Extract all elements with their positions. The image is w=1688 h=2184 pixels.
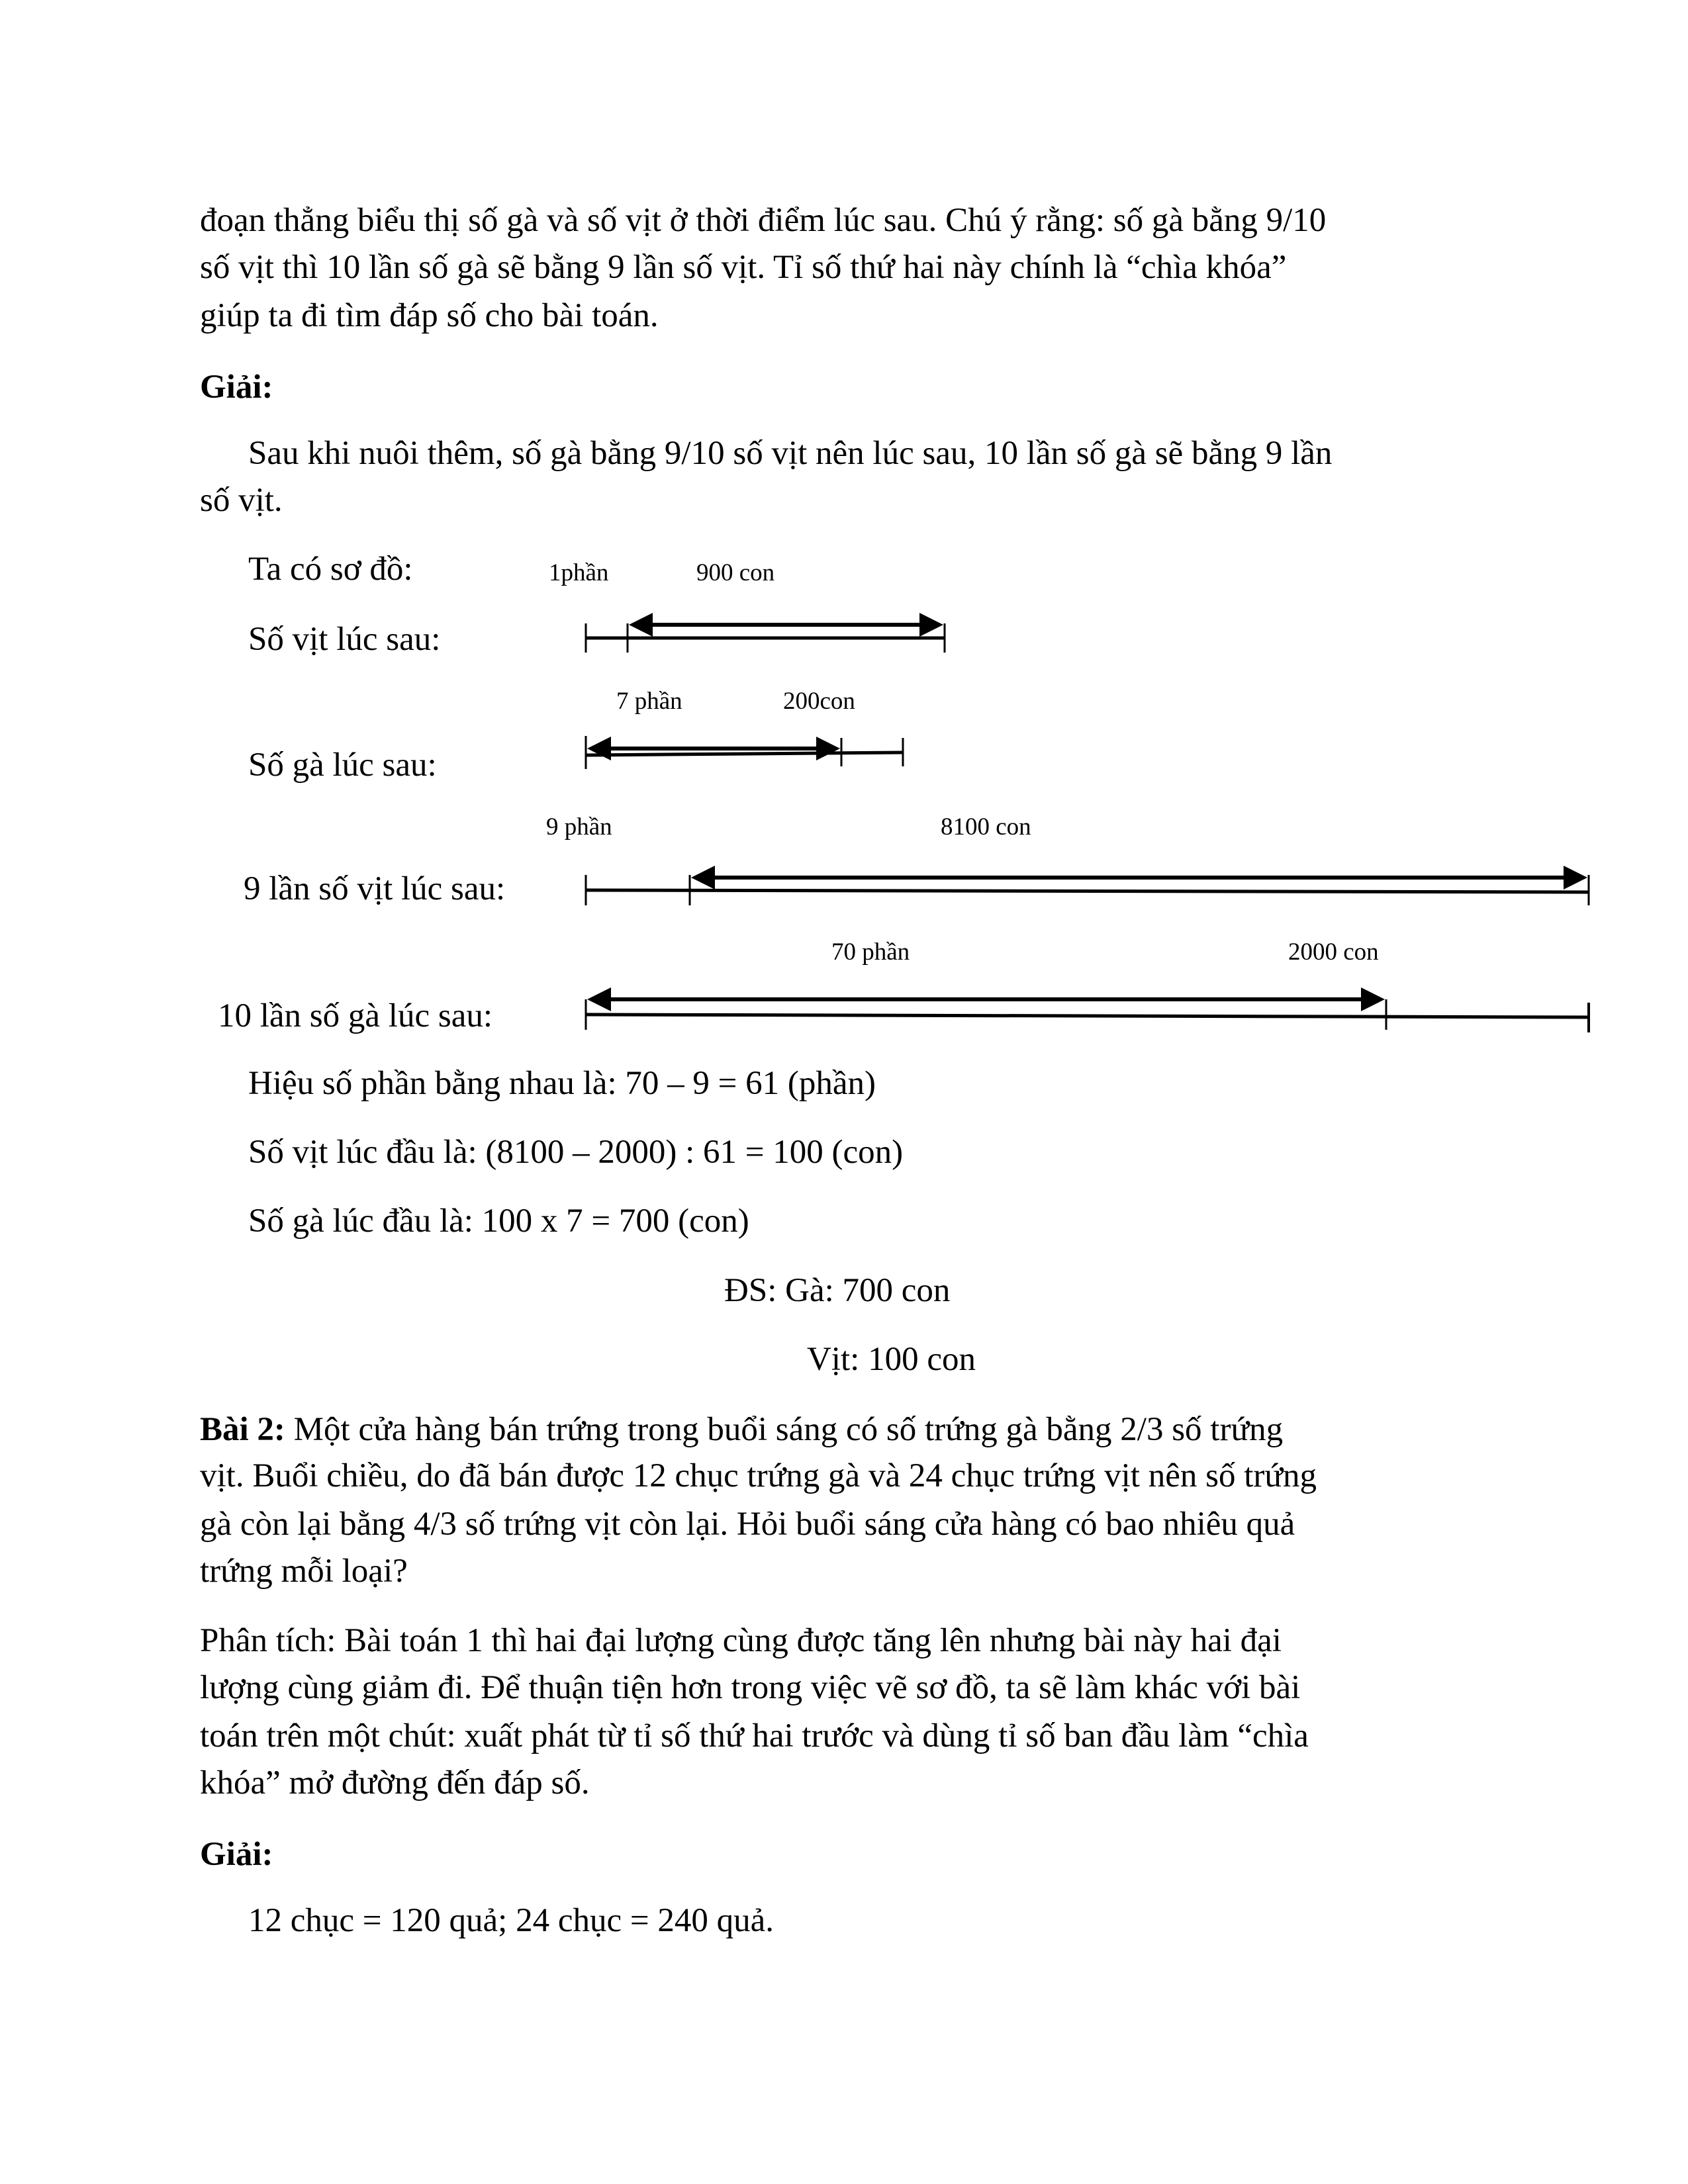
diagram-row-label: 9 lần số vịt lúc sau: xyxy=(244,870,506,907)
diagram-part-label: 1phần xyxy=(549,559,609,586)
diagram-intro: Ta có sơ đồ: xyxy=(248,551,413,588)
diagram-row-label: Số gà lúc sau: xyxy=(248,747,437,784)
paragraph-line: khóa” mở đường đến đáp số. xyxy=(200,1764,590,1801)
paragraph-line: số vịt thì 10 lần số gà sẽ bằng 9 lần số vịt. Tỉ số thứ hai này chính là “chìa khóa” xyxy=(200,249,1287,286)
problem2-statement xyxy=(200,1406,1283,1453)
paragraph-line: Một cửa hàng bán trứng trong buổi sáng có số trứng gà bằng 2/3 số trứng xyxy=(285,1411,1284,1448)
paragraph-line: đoạn thẳng biểu thị số gà và số vịt ở thời điểm lúc sau. Chú ý rằng: số gà bằng 9/10 xyxy=(200,202,1327,239)
paragraph-line: Phân tích: Bài toán 1 thì hai đại lượng cùng được tăng lên nhưng bài này hai đại xyxy=(200,1622,1282,1659)
segment-line xyxy=(586,890,1589,892)
paragraph-line: giúp ta đi tìm đáp số cho bài toán. xyxy=(200,297,659,334)
paragraph-line: lượng cùng giảm đi. Để thuận tiện hơn trong việc vẽ sơ đồ, ta sẽ làm khác với bài xyxy=(200,1669,1301,1706)
solution-step: 12 chục = 120 quả; 24 chục = 240 quả. xyxy=(248,1902,774,1939)
diagram-value-label: 200con xyxy=(783,688,855,715)
solution-step: Số gà lúc đầu là: 100 x 7 = 700 (con) xyxy=(248,1203,749,1240)
paragraph-line: vịt. Buổi chiều, do đã bán được 12 chục trứng gà và 24 chục trứng vịt nên số trứng xyxy=(200,1457,1317,1494)
paragraph-line: số vịt. xyxy=(200,482,283,519)
diagram-value-label: 8100 con xyxy=(941,813,1031,841)
diagram-value-label: 900 con xyxy=(696,559,775,586)
answer-line: ĐS: Gà: 700 con xyxy=(724,1272,951,1309)
segment-line xyxy=(586,1015,1589,1017)
diagram-row-label: 10 lần số gà lúc sau: xyxy=(218,997,492,1034)
problem2-heading: Bài 2: xyxy=(200,1411,285,1448)
diagram-part-label: 9 phần xyxy=(546,813,612,841)
paragraph-line: trứng mỗi loại? xyxy=(200,1553,408,1590)
solution-step: Số vịt lúc đầu là: (8100 – 2000) : 61 = 100 (con) xyxy=(248,1134,904,1171)
paragraph-line: Sau khi nuôi thêm, số gà bằng 9/10 số vịt nên lúc sau, 10 lần số gà sẽ bằng 9 lần xyxy=(248,435,1333,472)
answer-line: Vịt: 100 con xyxy=(807,1341,976,1378)
solution-step: Hiệu số phần bằng nhau là: 70 – 9 = 61 (phần) xyxy=(248,1065,876,1102)
solution-heading: Giải: xyxy=(200,1836,273,1873)
diagram-part-label: 70 phần xyxy=(831,938,910,966)
paragraph-line: toán trên một chút: xuất phát từ tỉ số thứ hai trước và dùng tỉ số ban đầu làm “chìa xyxy=(200,1717,1309,1754)
solution-heading: Giải: xyxy=(200,369,273,406)
diagram-part-label: 7 phần xyxy=(616,688,682,715)
paragraph-line: gà còn lại bằng 4/3 số trứng vịt còn lại. Hỏi buổi sáng cửa hàng có bao nhiêu quả xyxy=(200,1506,1295,1543)
diagram-row-label: Số vịt lúc sau: xyxy=(248,621,441,658)
diagram-value-label: 2000 con xyxy=(1288,938,1379,966)
segment-line xyxy=(586,752,903,755)
